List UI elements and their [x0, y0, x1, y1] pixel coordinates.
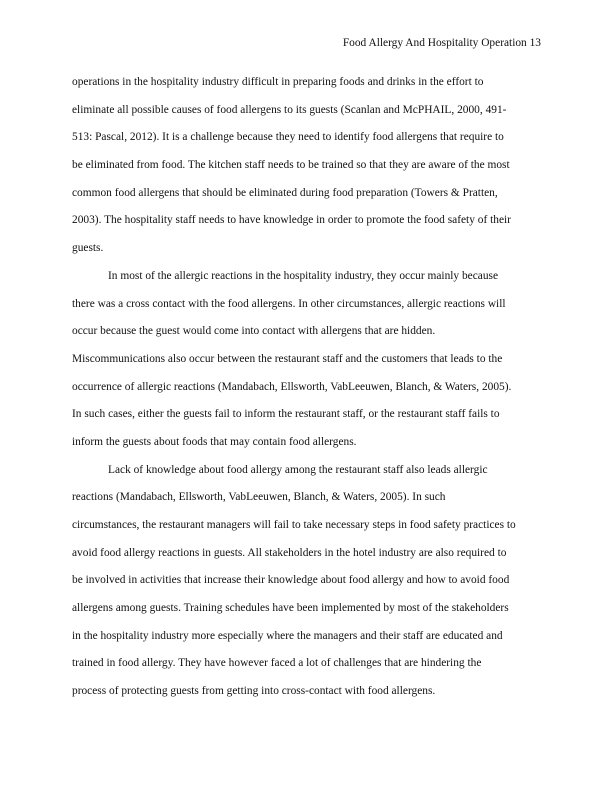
text-line: 2003). The hospitality staff needs to have knowledge in order to promote the food safety of their — [72, 214, 511, 227]
text-line: Miscommunications also occur between the restaurant staff and the customers that leads to the — [72, 352, 503, 365]
text-line: 513: Pascal, 2012). It is a challenge because they need to identify food allergens that require to — [72, 131, 504, 144]
text-line: trained in food allergy. They have however faced a lot of challenges that are hindering the — [72, 657, 482, 670]
text-line: allergens among guests. Training schedules have been implemented by most of the stakeholders — [72, 602, 509, 615]
text-line: be eliminated from food. The kitchen staff needs to be trained so that they are aware of the most — [72, 159, 510, 172]
text-line: guests. — [72, 242, 104, 255]
text-line: in the hospitality industry more especially where the managers and their staff are educated and — [72, 629, 503, 642]
text-line: avoid food allergy reactions in guests. All stakeholders in the hotel industry are also required to — [72, 546, 507, 559]
text-line: In most of the allergic reactions in the hospitality industry, they occur mainly because — [108, 269, 499, 282]
text-line: occurrence of allergic reactions (Mandabach, Ellsworth, VabLeeuwen, Blanch, & Waters, 2005). — [72, 380, 512, 393]
text-line: In such cases, either the guests fail to inform the restaurant staff, or the restaurant staff fails to — [72, 408, 500, 421]
document-body — [72, 69, 542, 706]
running-head: Food Allergy And Hospitality Operation 13 — [342, 37, 541, 49]
text-line: circumstances, the restaurant managers will fail to take necessary steps in food safety practices to — [72, 519, 516, 531]
text-line: inform the guests about foods that may contain food allergens. — [72, 435, 357, 448]
text-line: process of protecting guests from getting into cross-contact with food allergens. — [72, 685, 436, 698]
text-line: there was a cross contact with the food allergens. In other circumstances, allergic reactions will — [72, 297, 506, 310]
text-line: Lack of knowledge about food allergy among the restaurant staff also leads allergic — [108, 463, 488, 476]
text-line: occur because the guest would come into contact with allergens that are hidden. — [72, 325, 436, 338]
text-line: eliminate all possible causes of food allergens to its guests (Scanlan and McPHAIL, 2000, 491- — [72, 103, 507, 116]
text-line: be involved in activities that increase their knowledge about food allergy and how to avoid food — [72, 574, 510, 587]
text-line: reactions (Mandabach, Ellsworth, VabLeeuwen, Blanch, & Waters, 2005). In such — [72, 491, 446, 504]
text-line: operations in the hospitality industry difficult in preparing foods and drinks in the effort to — [72, 76, 484, 88]
text-line: common food allergens that should be eliminated during food preparation (Towers & Pratten, — [72, 186, 498, 199]
